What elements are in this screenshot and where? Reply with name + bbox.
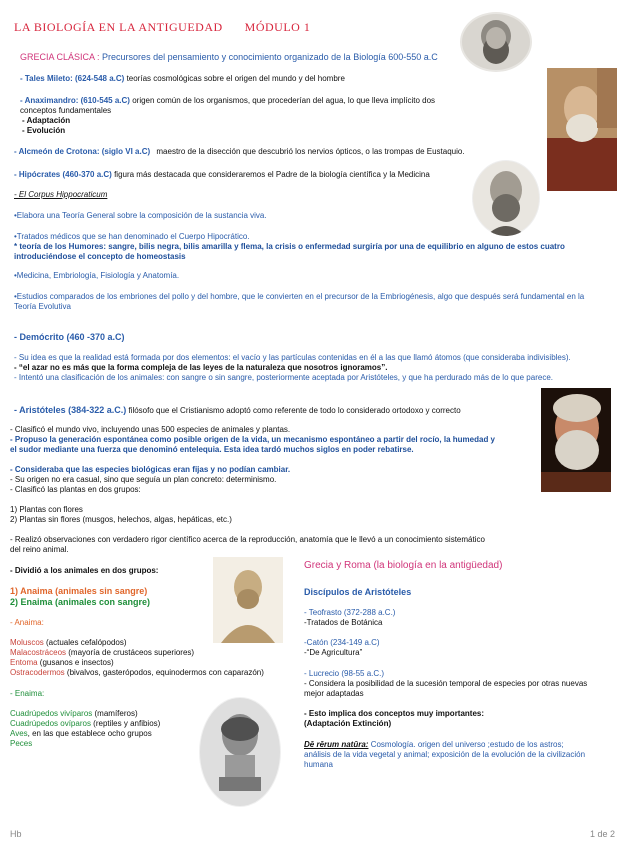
bust-hipocrates-image <box>472 160 540 236</box>
lucrecio-line-1: - Considera la posibilidad de la sucesión temporal de especies por otras nuevas <box>304 679 588 688</box>
enaima-item-3: Aves, en las que establece ocho grupos <box>10 729 152 738</box>
aristoteles-line-2: - Propuso la generación espontánea como posible origen de la vida, un mecanismo espontáneo a partir del rocío, la humedad y <box>10 435 495 444</box>
hipocrates-point-4a: •Estudios comparados de los embriones del pollo y del hombre, que le convierten en el precursor de la Embriogénesis, algo que después será fundamental en la <box>14 292 585 301</box>
concept-adaptacion: - Adaptación <box>22 116 71 125</box>
anaima-item-3: Entoma (gusanos e insectos) <box>10 658 114 667</box>
caton-name: -Catón (234-149 a.C) <box>304 638 380 647</box>
tales-line: - Tales Mileto: (624-548 a.C) teorías cosmológicas sobre el origen del mundo y del hombre <box>20 74 345 83</box>
derum-line-2: análisis de la vida vegetal y animal; exposición de la evolución de la civilización <box>304 750 586 759</box>
corpus-heading: - El Corpus Hippocraticum <box>14 190 108 199</box>
bust-aristoteles-image <box>213 557 283 643</box>
conceptos-line-1: - Esto implica dos conceptos muy importantes: <box>304 709 485 718</box>
aristoteles-line-9: - Realizó observaciones con verdadero rigor científico acerca de la reproducción, anatomía que le llevó a un conocimiento sistemático <box>10 535 485 544</box>
footer-author: Hb <box>10 829 22 839</box>
democrito-heading: - Demócrito (460 -370 a.C) <box>14 332 125 342</box>
humores-line-1: * teoría de los Humores: sangre, bilis negra, bilis amarilla y flema, la crisis o enfermedad surgiría por una de equilibrio en alguno de estos cuatro <box>14 242 565 251</box>
enaima-heading: - Enaima: <box>10 689 45 698</box>
portrait-democrito-image <box>541 388 611 492</box>
plantas-con-flores: 1) Plantas con flores <box>10 505 83 514</box>
anaximandro-line: - Anaximandro: (610-545 a.C) origen común de los organismos, que procederían del agua, lo que lleva implícito dos <box>20 96 436 105</box>
democrito-line-1: - Su idea es que la realidad está formada por dos elementos: el vacío y las partículas contenidas en él a las que llamó átomos (que consideraba indivisibles). <box>14 353 571 362</box>
plantas-sin-flores: 2) Plantas sin flores (musgos, helechos, algas, hepáticas, etc.) <box>10 515 232 524</box>
caton-work: -“De Agricultura” <box>304 648 363 657</box>
enaima-item-2: Cuadrúpedos ovíparos (reptiles y anfibios) <box>10 719 161 728</box>
alcmeon-line: - Alcmeón de Crotona: (siglo VI a.C) maestro de la disección que descubrió los nervios ópticos, o las trompas de Eustaquio. <box>14 147 465 156</box>
concept-evolucion: - Evolución <box>22 126 66 135</box>
derum-line-1: Dē rērum natūra: Cosmología. origen del universo ;estudo de los astros; <box>304 740 564 749</box>
enaima-item-4: Peces <box>10 739 33 748</box>
portrait-tales-image <box>460 12 532 72</box>
painting-anaximandro-image <box>547 68 617 191</box>
anaima-item-2: Malacostráceos (mayoría de crustáceos superiores) <box>10 648 195 657</box>
anaima-heading: - Anaima: <box>10 618 44 627</box>
anaima-item-4: Ostracodermos (bivalvos, gasterópodos, equinodermos con caparazón) <box>10 668 264 677</box>
discipulos-heading: Discípulos de Aristóteles <box>304 587 412 597</box>
grecia-line: GRECIA CLÁSICA : Precursores del pensamiento y conocimiento organizado de la Biología 600-550 a.C <box>20 52 438 62</box>
aristoteles-line-3: el sudor mediante una fuerza que denominó entelequia. Esta idea tardó muchos siglos en poder rebatirse. <box>10 445 414 454</box>
aristoteles-line-6: - Clasificó las plantas en dos grupos: <box>10 485 141 494</box>
aristoteles-line-1: - Clasificó el mundo vivo, incluyendo unas 500 especies de animales y plantas. <box>10 425 291 434</box>
democrito-line-3: - Intentó una clasificación de los animales: con sangre o sin sangre, posteriormente aceptada por Aristóteles, y que ha perdurado más de lo que parece. <box>14 373 553 382</box>
anaima-item-1: Moluscos (actuales cefalópodos) <box>10 638 127 647</box>
hipocrates-point-2: •Tratados médicos que se han denominado el Cuerpo Hipocrático. <box>14 232 250 241</box>
humores-line-2: introduciéndose el concepto de homeostasis <box>14 252 186 261</box>
lucrecio-line-2: mejor adaptadas <box>304 689 364 698</box>
hipocrates-line: - Hipócrates (460-370 a.C) figura más destacada que consideraremos el Padre de la biología científica y la Medicina <box>14 170 430 179</box>
aristoteles-line: - Aristóteles (384-322 a.C.) filósofo que el Cristianismo adoptó como referente de todo lo considerado ortodoxo y correcto <box>14 405 461 415</box>
teofrasto-name: - Teofrasto (372-288 a.C.) <box>304 608 396 617</box>
teofrasto-work: -Tratados de Botánica <box>304 618 383 627</box>
aristoteles-line-4: - Consideraba que las especies biológicas eran fijas y no podían cambiar. <box>10 465 291 474</box>
democrito-line-2: - “el azar no es más que la forma compleja de las leyes de la naturaleza que nosotros ignoramos”. <box>14 363 388 372</box>
page-number: 1 de 2 <box>589 829 615 839</box>
bust-lucrecio-image <box>199 697 281 807</box>
derum-line-3: humana <box>304 760 333 769</box>
enaima-item-1: Cuadrúpedos vivíparos (mamíferos) <box>10 709 138 718</box>
hipocrates-point-3: •Medicina, Embriología, Fisiología y Anatomía. <box>14 271 180 280</box>
animales-heading: - Dividió a los animales en dos grupos: <box>10 566 159 575</box>
enaima-group: 2) Enaima (animales con sangre) <box>10 597 151 607</box>
aristoteles-line-10: del reino animal. <box>10 545 69 554</box>
anaima-group: 1) Anaima (animales sin sangre) <box>10 586 148 596</box>
hipocrates-point-4b: Teoría Evolutiva <box>14 302 71 311</box>
page-title: LA BIOLOGÍA EN LA ANTIGUEDAD MÓDULO 1 <box>14 20 311 34</box>
lucrecio-name: - Lucrecio (98-55 a.C.) <box>304 669 385 678</box>
roma-title: Grecia y Roma (la biología en la antigüedad) <box>304 560 503 571</box>
aristoteles-line-5: - Su origen no era casual, sino que seguía un plan concreto: determinismo. <box>10 475 277 484</box>
conceptos-line-2: (Adaptación Extinción) <box>304 719 392 728</box>
anaximandro-line2: conceptos fundamentales <box>20 106 112 115</box>
hipocrates-point-1: •Elabora una Teoría General sobre la composición de la sustancia viva. <box>14 211 267 220</box>
